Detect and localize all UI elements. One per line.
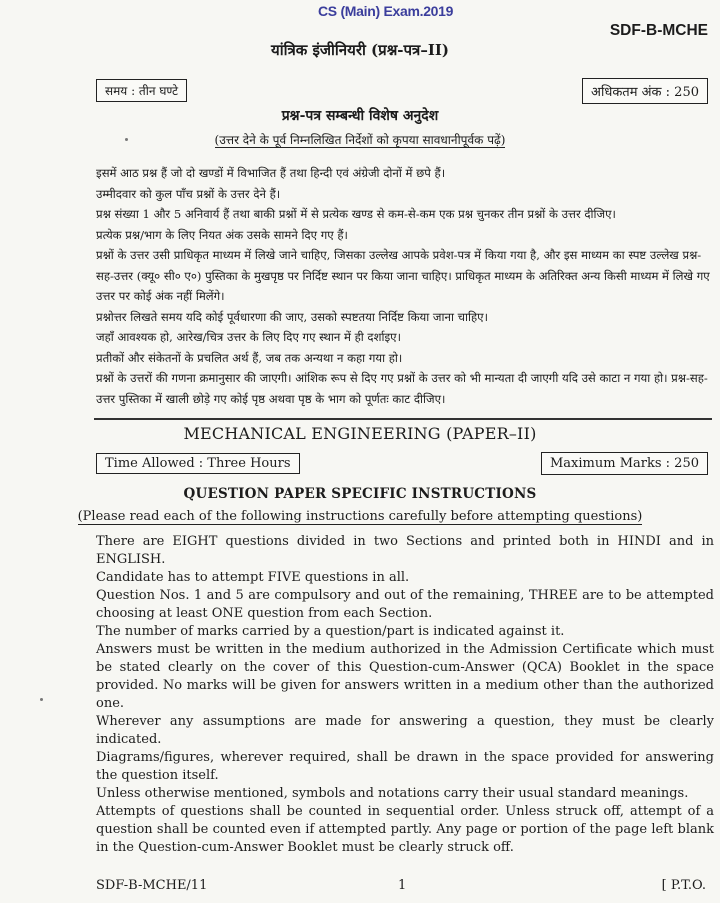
hindi-instruction: प्रतीकों और संकेतनों के प्रचलित अर्थ हैं, जब तक अन्यथा न कहा गया हो। [96,350,403,365]
english-instruction: Diagrams/figures, wherever required, shall be drawn in the space provided for answering the question itself. [96,750,714,783]
hindi-instructions [96,163,710,409]
english-instruction: There are EIGHT questions divided in two Sections and printed both in HINDI and in ENGLISH. [96,534,714,567]
hindi-instruction: प्रश्नोत्तर लिखते समय यदि कोई पूर्वधारणा की जाए, उसको स्पष्टतया निर्दिष्ट किया जाना चाहिए। [96,309,488,324]
hindi-instruction: प्रश्नों के उत्तर उसी प्राधिकृत माध्यम में लिखे जाने चाहिए, जिसका उल्लेख आपके प्रवेश-पत्र में किया गया है, और इस माध्यम का स्पष्ट उल्लेख प्रश्न-सह-उत्तर (क्यू० सी० ए०) पुस्तिका के मुखपृष्ठ पर निर्दिष्ट स्थान पर किया जाना चाहिए। प्राधिकृत माध्यम के अतिरिक्त अन्य किसी माध्यम में लिखे गए उत्तर पर कोई अंक नहीं मिलेंगे। [96,248,710,303]
hindi-instruction: इसमें आठ प्रश्न हैं जो दो खण्डों में विभाजित हैं तथा हिन्दी एवं अंग्रेजी दोनों में छपे हैं। [96,166,446,180]
section-divider [94,418,712,420]
paper-title-hindi: यांत्रिक इंजीनियरी (प्रश्न-पत्र–II) [271,41,449,59]
paper-title-english: MECHANICAL ENGINEERING (PAPER–II) [183,424,537,443]
scan-speck [125,138,128,141]
hindi-instruction: प्रत्येक प्रश्न/भाग के लिए नियत अंक उसके सामने दिए गए हैं। [96,227,348,242]
footer-paper-code: SDF-B-MCHE/11 [96,878,208,893]
hindi-instruction: उम्मीदवार को कुल पाँच प्रश्नों के उत्तर देने हैं। [96,186,281,201]
instructions-title-english: QUESTION PAPER SPECIFIC INSTRUCTIONS [183,486,537,502]
english-instruction: Candidate has to attempt FIVE questions in all. [96,570,410,585]
exam-stamp: CS (Main) Exam.2019 [318,3,454,19]
maximum-marks-english: Maximum Marks : 250 [541,452,708,475]
instructions-title-hindi: प्रश्न-पत्र सम्बन्धी विशेष अनुदेश [281,108,439,124]
english-instruction: The number of marks carried by a question/part is indicated against it. [96,624,565,639]
hindi-instruction: प्रश्नों के उत्तरों की गणना क्रमानुसार की जाएगी। आंशिक रूप से दिए गए प्रश्नों के उत्तर को भी मान्यता दी जाएगी यदि उसे काटा न गया हो। प्रश्न-सह-उत्तर पुस्तिका में खाली छोड़े गए कोई पृष्ठ अथवा पृष्ठ के भाग को पूर्णतः काट दीजिए। [96,371,708,406]
english-instructions [96,533,714,857]
maximum-marks-hindi: अधिकतम अंक : 250 [582,78,708,104]
time-allowed-english: Time Allowed : Three Hours [96,453,300,474]
english-instruction: Question Nos. 1 and 5 are compulsory and out of the remaining, THREE are to be attempted choosing at least ONE question from each Section. [96,588,714,621]
scan-speck [40,698,43,701]
hindi-instruction: प्रश्न संख्या 1 और 5 अनिवार्य हैं तथा बाकी प्रश्नों में से प्रत्येक खण्ड से कम-से-कम एक प्रश्न चुनकर तीन प्रश्नों के उत्तर दीजिए। [96,207,616,221]
english-instruction: Unless otherwise mentioned, symbols and notations carry their usual standard meanings. [96,786,689,801]
english-instruction: Attempts of questions shall be counted in sequential order. Unless struck off, attempt of a question shall be counted even if attempted partly. Any page or portion of the page left blank in the Question-cum-Answer Booklet must be clearly struck off. [96,804,714,855]
english-instruction: Wherever any assumptions are made for answering a question, they must be clearly indicated. [96,714,714,747]
hindi-instruction: जहाँ आवश्यक हो, आरेख/चित्र उत्तर के लिए दिए गए स्थान में ही दर्शाइए। [96,330,401,344]
time-allowed-hindi: समय : तीन घण्टे [96,79,187,102]
please-turn-over: [ P.T.O. [661,878,706,893]
page-number: 1 [398,878,407,893]
instructions-subtitle-english: (Please read each of the following instructions carefully before attempting questions) [77,509,643,524]
paper-code: SDF-B-MCHE [609,22,708,39]
instructions-subtitle-hindi: (उत्तर देने के पूर्व निम्नलिखित निर्देशों को कृपया सावधानीपूर्वक पढ़ें) [214,133,506,147]
english-instruction: Answers must be written in the medium authorized in the Admission Certificate which must be stated clearly on the cover of this Question-cum-Answer (QCA) Booklet in the space provided. No marks will be given for answers written in a medium other than the authorized one. [96,642,714,711]
